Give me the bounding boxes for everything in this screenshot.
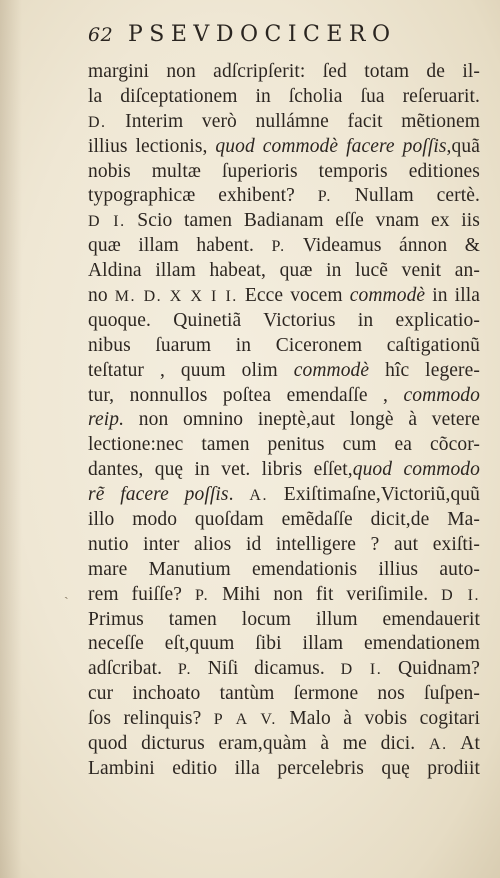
text-run: lectione:nec tamen penitus cum ea cõcor- xyxy=(88,434,480,456)
margin-mark: ˎ xyxy=(64,584,69,600)
text-run: adſcribat. xyxy=(88,658,178,680)
italic-phrase: commodo xyxy=(403,384,480,406)
speaker-abbrev: D I. xyxy=(441,586,480,604)
text-run: . xyxy=(228,484,250,506)
text-run: neceſſe eſt,quum ſibi illam emendationem xyxy=(88,633,480,655)
italic-phrase: quod commodo xyxy=(352,459,480,481)
text-line xyxy=(88,608,480,633)
text-line xyxy=(88,408,480,433)
text-run: in illa xyxy=(425,285,480,307)
text-run: dantes, quę in vet. libris eſſet, xyxy=(88,459,353,481)
speaker-abbrev: P. xyxy=(195,586,210,604)
text-run: quæ illam habent. xyxy=(88,235,272,257)
speaker-abbrev: D I. xyxy=(88,213,126,231)
text-run: Lambini editio illa percelebris quę prodiit xyxy=(88,757,480,779)
speaker-abbrev: D. xyxy=(88,113,107,131)
text-line xyxy=(88,284,480,309)
text-line xyxy=(88,309,480,334)
text-run: Quidnam? xyxy=(382,658,480,680)
text-run: nobis multæ ſuperioris temporis editiones xyxy=(88,160,480,182)
text-run: Nullam certè. xyxy=(331,185,480,207)
page-gutter-shadow xyxy=(0,0,22,878)
italic-phrase: rẽ facere poſſis xyxy=(88,484,229,506)
speaker-abbrev: A. xyxy=(429,736,448,754)
text-line xyxy=(88,583,480,608)
text-run: nutio inter alios id intelligere ? aut exiſti- xyxy=(88,533,480,555)
speaker-abbrev: A. xyxy=(249,487,268,505)
text-line xyxy=(88,632,480,657)
text-line xyxy=(88,85,480,110)
text-run: tur, nonnullos poſtea emendaſſe , xyxy=(88,384,404,406)
text-line xyxy=(88,384,480,409)
speaker-abbrev: P. xyxy=(271,238,286,256)
text-line xyxy=(88,234,480,259)
text-run: Aldina illam habeat, quæ in lucẽ venit an- xyxy=(88,260,480,282)
text-line xyxy=(88,209,480,234)
text-line xyxy=(88,110,480,135)
text-run: ,quã xyxy=(446,135,480,157)
text-line xyxy=(88,433,480,458)
text-line xyxy=(88,757,480,782)
text-line xyxy=(88,682,480,707)
text-run: Mihi non fit veriſimile. xyxy=(209,583,442,605)
page-header xyxy=(88,22,488,52)
speaker-abbrev: P A V. xyxy=(213,711,277,729)
text-line xyxy=(88,483,480,508)
text-line xyxy=(88,508,480,533)
text-line xyxy=(88,707,480,732)
text-line xyxy=(88,657,480,682)
italic-phrase: reip. xyxy=(88,409,125,431)
text-line xyxy=(88,458,480,483)
speaker-abbrev: D I. xyxy=(340,661,383,679)
text-line xyxy=(88,60,480,85)
text-run: Ecce vocem xyxy=(237,285,350,307)
text-run: Interim verò nullámne facit mẽtionem xyxy=(106,110,480,132)
italic-phrase: quod commodè facere poſſis xyxy=(215,135,447,157)
text-run: la diſceptationem in ſcholia ſua reſeruarit. xyxy=(88,85,480,107)
page-number: 62 xyxy=(88,24,114,46)
text-line xyxy=(88,135,480,160)
speaker-abbrev: P. xyxy=(177,661,192,679)
text-line xyxy=(88,259,480,284)
text-line xyxy=(88,334,480,359)
text-run: cur inchoato tantùm ſermone nos ſuſpen- xyxy=(88,683,480,705)
text-run: teſtatur , quum olim xyxy=(88,359,294,381)
italic-phrase: commodè xyxy=(293,359,370,381)
text-run: ſos relinquis? xyxy=(88,708,214,730)
text-run: Videamus ánnon & xyxy=(285,235,480,257)
text-run: Malo à vobis cogitari xyxy=(276,708,480,730)
text-line xyxy=(88,359,480,384)
text-run: no xyxy=(88,285,115,307)
running-title: PSEVDOCICERO xyxy=(128,22,397,47)
text-line xyxy=(88,732,480,757)
text-run: hîc legere- xyxy=(369,359,480,381)
text-run: rem fuiſſe? xyxy=(88,583,196,605)
text-run: quoque. Quinetiã Victorius in explicatio- xyxy=(88,309,480,331)
text-run: Exiſtimaſne,Victoriũ,quũ xyxy=(267,484,480,506)
text-run: At xyxy=(447,733,480,755)
speaker-abbrev: P. xyxy=(317,188,332,206)
text-run: Niſi dicamus. xyxy=(191,658,341,680)
text-run: Scio tamen Badianam eſſe vnam ex iis xyxy=(125,210,480,232)
text-run: illo modo quoſdam emẽdaſſe dicit,de Ma- xyxy=(88,509,480,531)
text-run: non omnino ineptè,aut longè à vetere xyxy=(124,409,480,431)
text-run: mare Manutium emendationis illius auto- xyxy=(88,558,480,580)
text-line xyxy=(88,533,480,558)
text-line xyxy=(88,160,480,185)
body-text xyxy=(88,60,480,782)
text-run: Primus tamen locum illum emendauerit xyxy=(88,608,480,630)
text-run: nibus ſuarum in Ciceronem caſtigationũ xyxy=(88,334,480,356)
text-line xyxy=(88,184,480,209)
italic-phrase: commodè xyxy=(349,285,426,307)
speaker-abbrev: M. D. X X I I. xyxy=(114,288,238,306)
text-line xyxy=(88,558,480,583)
text-run: margini non adſcripſerit: ſed totam de il- xyxy=(88,61,480,82)
text-run: quod dicturus eram,quàm à me dici. xyxy=(88,733,430,755)
text-run: illius lectionis, xyxy=(88,135,216,157)
text-run: typographicæ exhibent? xyxy=(88,185,318,207)
